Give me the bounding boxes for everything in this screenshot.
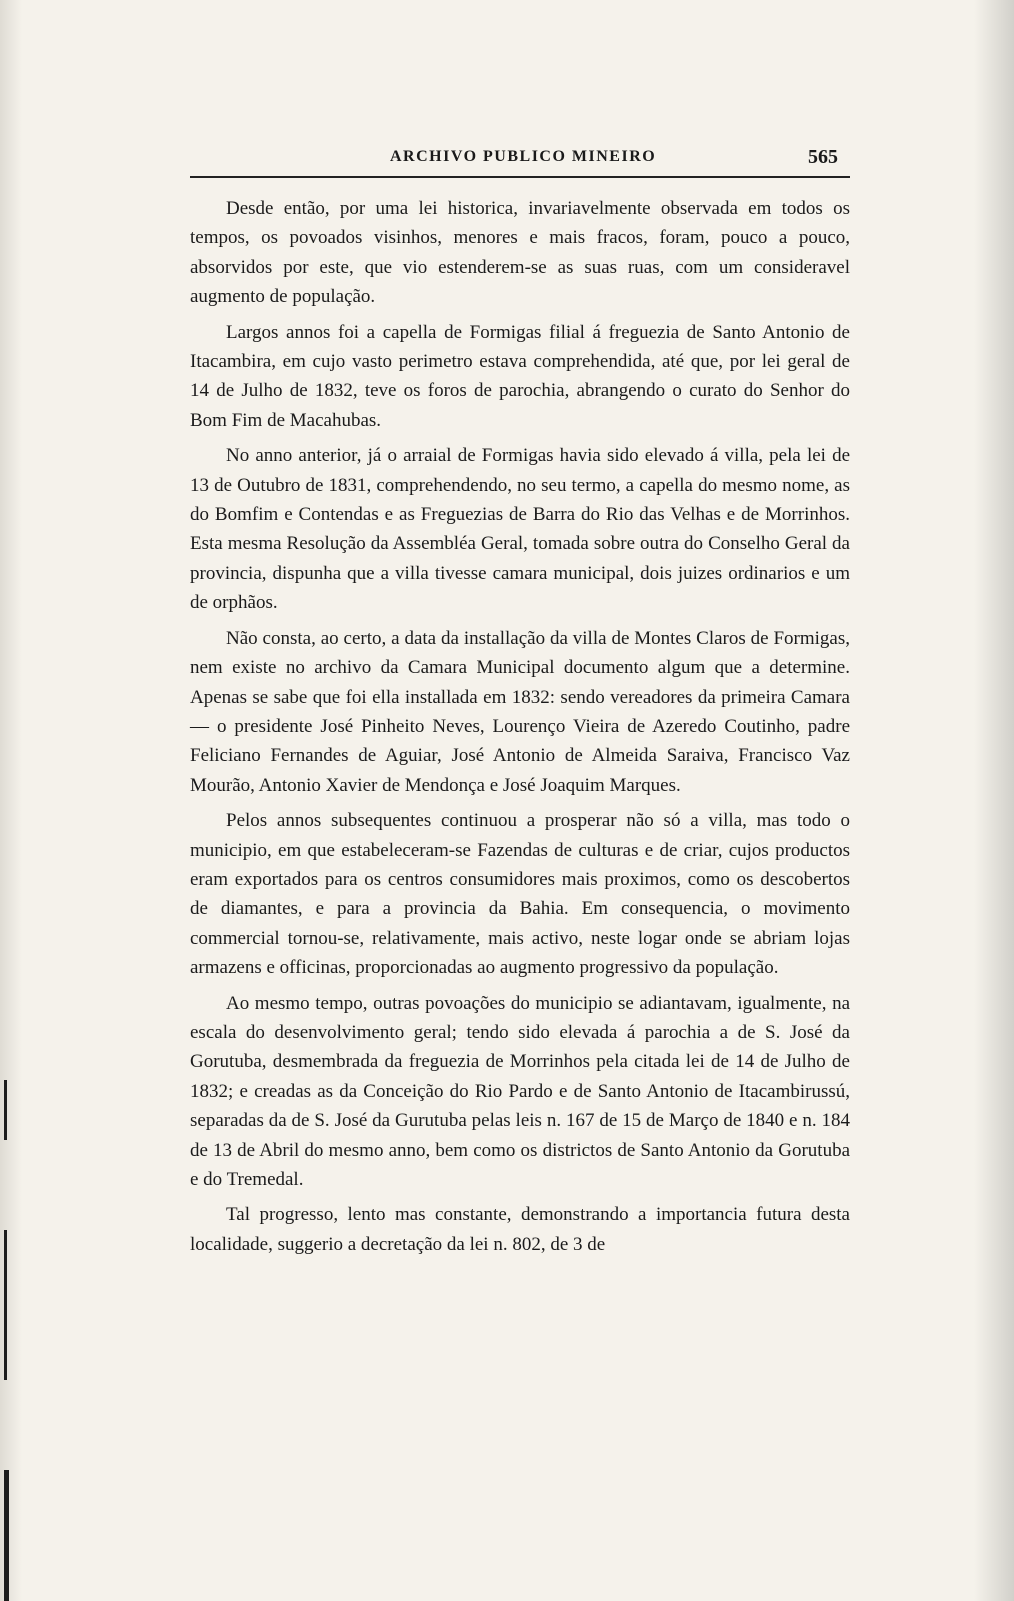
paragraph: No anno anterior, já o arraial de Formigas havia sido elevado á villa, pela lei de 13 de Outubro de 1831, comprehendendo, no seu termo, a capella do mesmo nome, as do Bomfim e Contendas e as Freguezias de Barra do Rio das Velhas e de Morrinhos. Esta mesma Resolução da Assembléa Geral, tomada sobre outra do Conselho Geral da provincia, dispunha que a villa tivesse camara municipal, dois juizes ordinarios e um de orphãos. bbox=[190, 445, 850, 614]
paragraph: Não consta, ao certo, a data da installação da villa de Montes Claros de Formigas, nem existe no archivo da Camara Municipal documento algum que a determine. Apenas se sabe que foi ella installada em 1832: sendo vereadores da primeira Camara — o presidente José Pinheito Neves, Lourenço Vieira de Azeredo Coutinho, padre Feliciano Fernandes de Aguiar, José Antonio de Almeida Saraiva, Francisco Vaz Mourão, Antonio Xavier de Mendonça e José Joaquim Marques. bbox=[190, 627, 850, 796]
paragraph: Pelos annos subsequentes continuou a prosperar não só a villa, mas todo o municipio, em que estabeleceram-se Fazendas de culturas e de criar, cujos productos eram exportados para os centros consumidores mais proximos, como os descobertos de diamantes, e para a provincia da Bahia. Em consequencia, o movimento commercial tornou-se, relativamente, mais activo, neste logar onde se abriam lojas armazens e officinas, proporcionadas ao augmento progressivo da população. bbox=[190, 810, 850, 979]
scan-shadow-right bbox=[974, 0, 1014, 1601]
running-header bbox=[190, 148, 850, 180]
header-rule bbox=[190, 176, 850, 178]
binding-mark bbox=[4, 1230, 7, 1380]
paragraph: Ao mesmo tempo, outras povoações do municipio se adiantavam, igualmente, na escala do desenvolvimento geral; tendo sido elevada á parochia a de S. José da Gorutuba, desmembrada da freguezia de Morrinhos pela citada lei de 14 de Julho de 1832; e creadas as da Conceição do Rio Pardo e de Santo Antonio de Itacambirussú, separadas da de S. José da Gurutuba pelas leis n. 167 de 15 de Março de 1840 e n. 184 de 13 de Abril do mesmo anno, bem como os districtos de Santo Antonio da Gorutuba e do Tremedal. bbox=[190, 992, 850, 1190]
paragraph: Desde então, por uma lei historica, invariavelmente observada em todos os tempos, os povoados visinhos, menores e mais fracos, foram, pouco a pouco, absorvidos por este, que vio estenderem-se as suas ruas, com um consideravel augmento de população. bbox=[190, 198, 850, 308]
binding-mark bbox=[4, 1470, 9, 1601]
page-number: 565 bbox=[808, 146, 838, 168]
body-text bbox=[190, 194, 850, 1265]
paragraph: Largos annos foi a capella de Formigas filial á freguezia de Santo Antonio de Itacambira, em cujo vasto perimetro estava comprehendida, até que, por lei geral de 14 de Julho de 1832, teve os foros de parochia, abrangendo o curato do Senhor do Bom Fim de Macahubas. bbox=[190, 321, 850, 431]
binding-mark bbox=[4, 1080, 7, 1140]
paragraph: Tal progresso, lento mas constante, demonstrando a importancia futura desta localidade, suggerio a decretação da lei n. 802, de 3 de bbox=[190, 1204, 850, 1255]
header-title: ARCHIVO PUBLICO MINEIRO bbox=[390, 148, 657, 165]
